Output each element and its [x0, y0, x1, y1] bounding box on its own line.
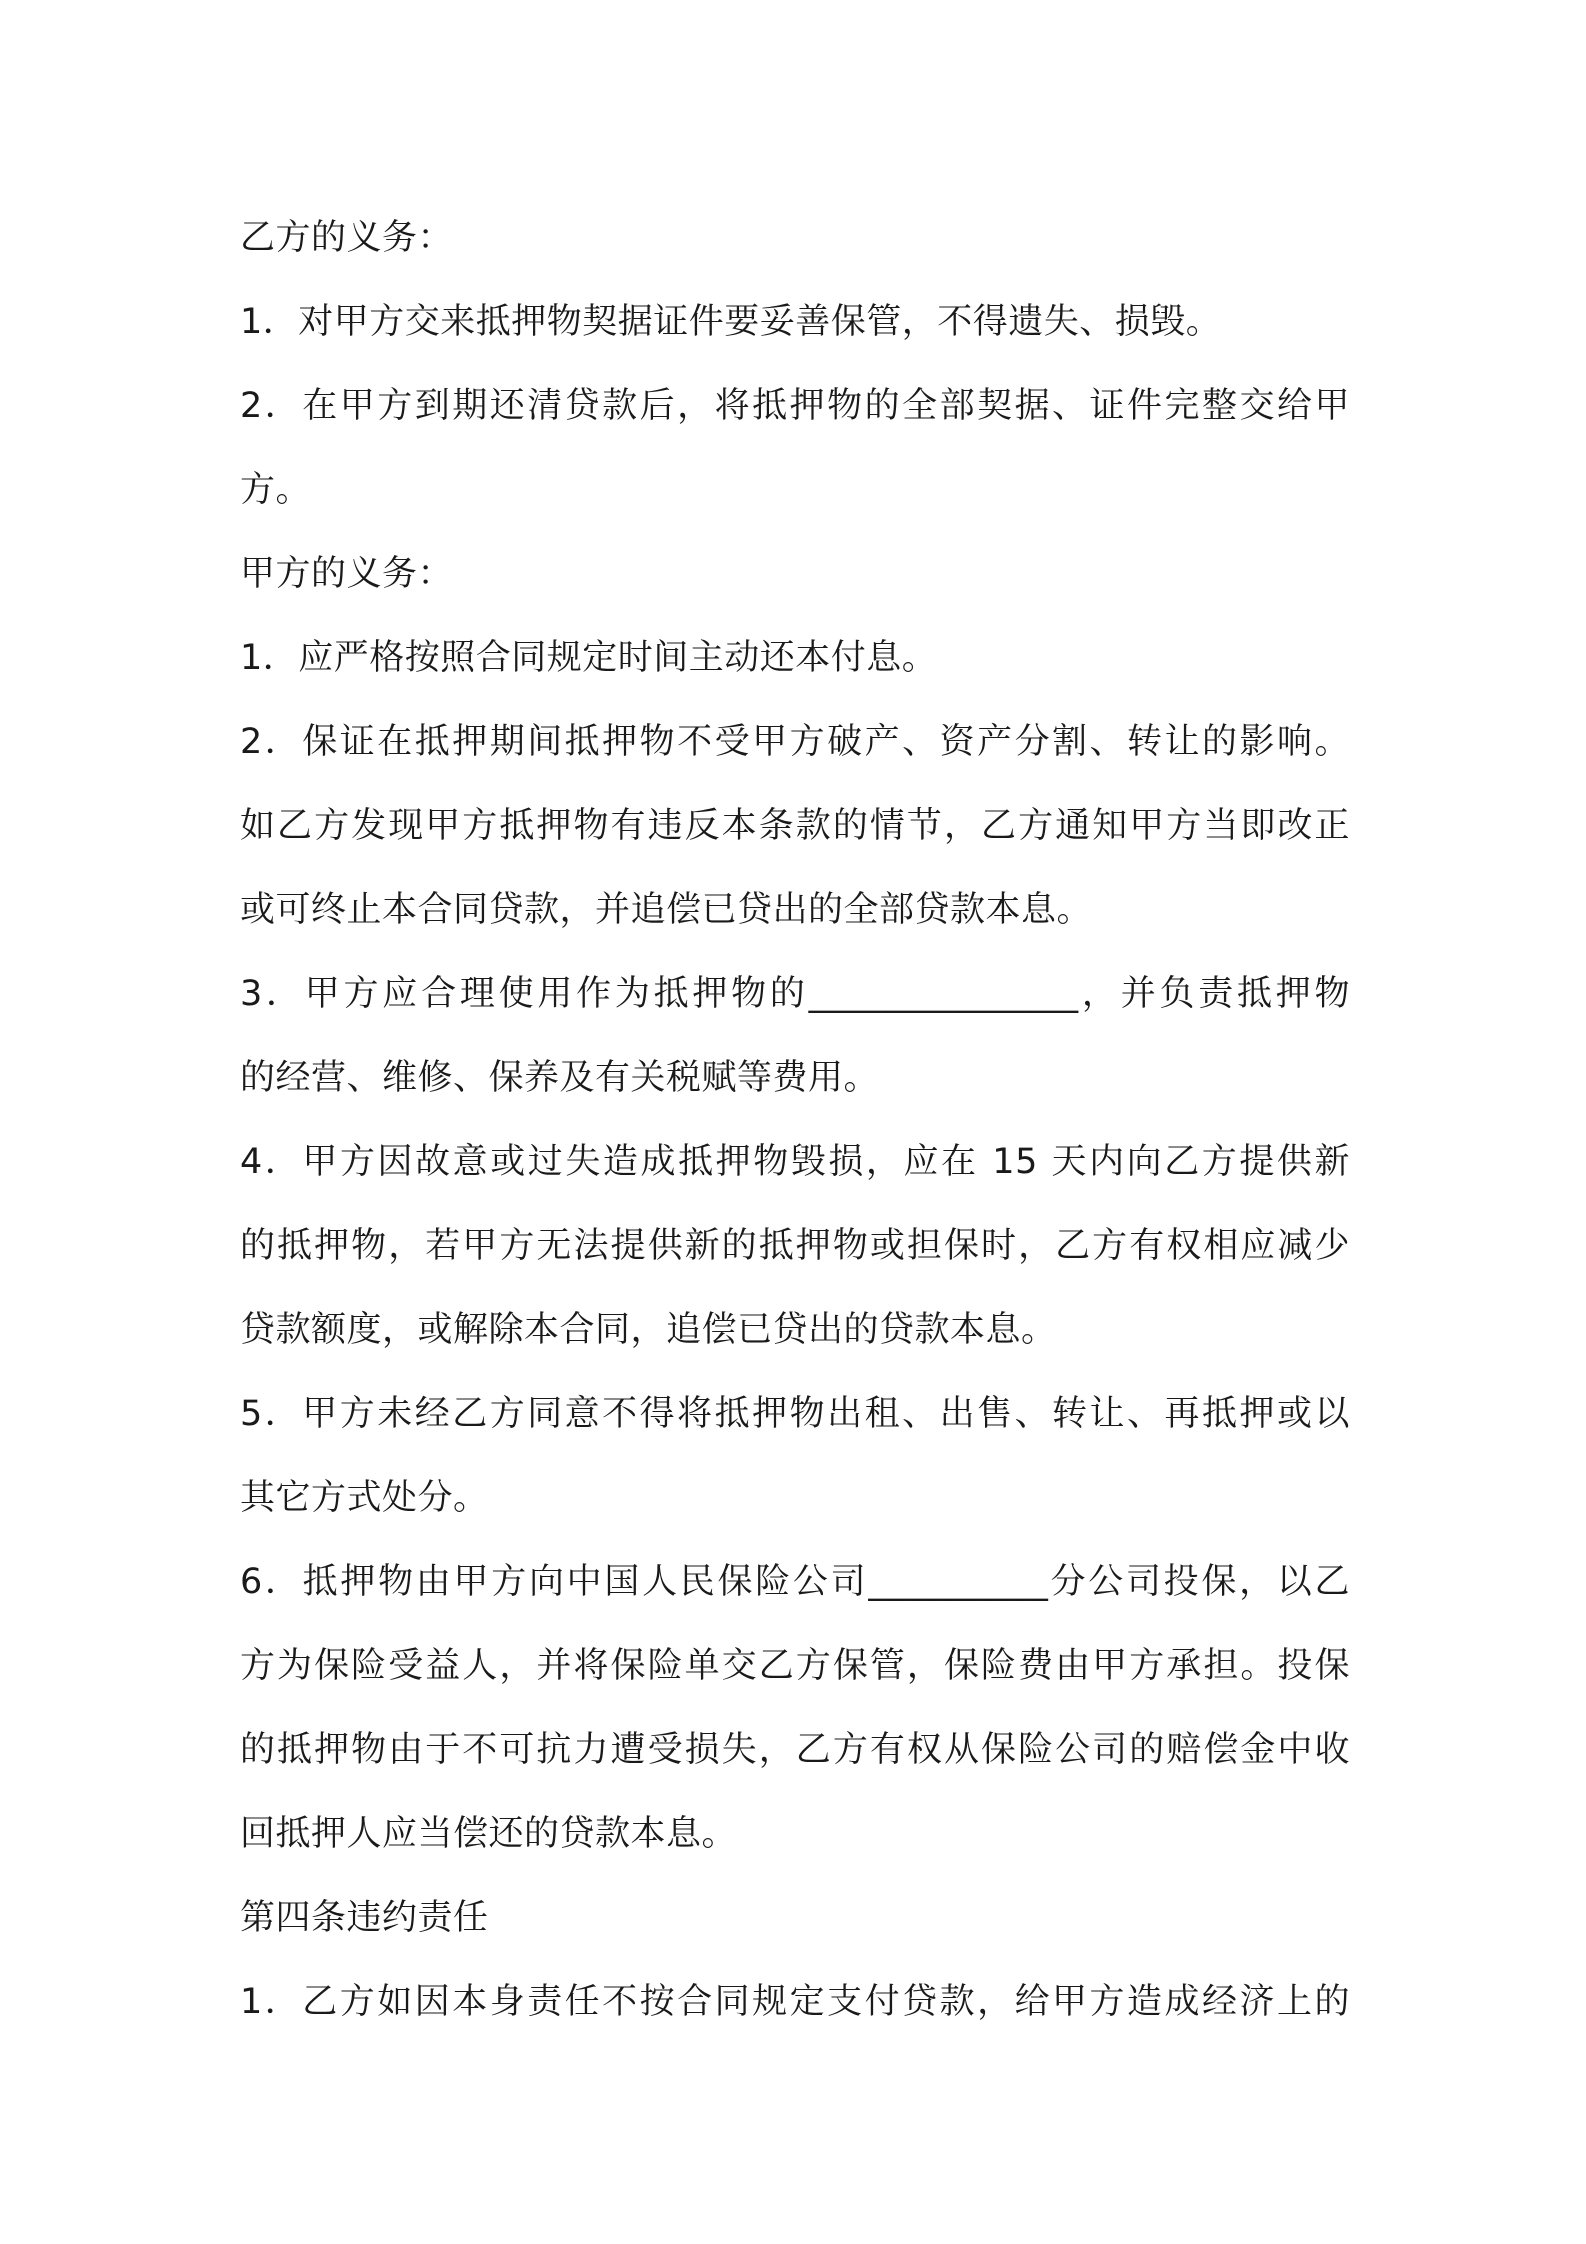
clause-line: 1．乙方如因本身责任不按合同规定支付贷款，给甲方造成经济上的: [240, 1982, 1350, 2022]
clause-line: 2．保证在抵押期间抵押物不受甲方破产、资产分割、转让的影响。: [240, 722, 1350, 762]
clause-line: 贷款额度，或解除本合同，追偿已贷出的贷款本息。: [240, 1310, 1057, 1350]
clause-line: 2．在甲方到期还清贷款后，将抵押物的全部契据、证件完整交给甲: [240, 386, 1350, 426]
clause-line: 3．甲方应合理使用作为抵押物的_______________，并负责抵押物: [240, 974, 1350, 1014]
clause-line: 的抵押物由于不可抗力遭受损失，乙方有权从保险公司的赔偿金中收: [240, 1730, 1350, 1770]
heading-party-b-obligations: 乙方的义务：: [240, 218, 454, 258]
clause-line: 方。: [240, 470, 312, 510]
clause-line: 6．抵押物由甲方向中国人民保险公司__________分公司投保，以乙: [240, 1562, 1350, 1602]
clause-line: 的抵押物，若甲方无法提供新的抵押物或担保时，乙方有权相应减少: [240, 1226, 1350, 1266]
clause-line: 如乙方发现甲方抵押物有违反本条款的情节，乙方通知甲方当即改正: [240, 806, 1350, 846]
clause-line: 1．对甲方交来抵押物契据证件要妥善保管，不得遗失、损毁。: [240, 302, 1222, 342]
clause-line: 其它方式处分。: [240, 1478, 489, 1518]
clause-line: 或可终止本合同贷款，并追偿已贷出的全部贷款本息。: [240, 890, 1093, 930]
contract-text: [240, 196, 1350, 2044]
clause-line: 4．甲方因故意或过失造成抵押物毁损，应在 15 天内向乙方提供新: [240, 1142, 1350, 1182]
heading-article-four: 第四条违约责任: [240, 1898, 489, 1938]
clause-line: 1．应严格按照合同规定时间主动还本付息。: [240, 638, 938, 678]
clause-line: 方为保险受益人，并将保险单交乙方保管，保险费由甲方承担。投保: [240, 1646, 1350, 1686]
clause-line: 的经营、维修、保养及有关税赋等费用。: [240, 1058, 880, 1098]
heading-party-a-obligations: 甲方的义务：: [240, 554, 454, 594]
clause-line: 回抵押人应当偿还的贷款本息。: [240, 1814, 738, 1854]
clause-line: 5．甲方未经乙方同意不得将抵押物出租、出售、转让、再抵押或以: [240, 1394, 1350, 1434]
